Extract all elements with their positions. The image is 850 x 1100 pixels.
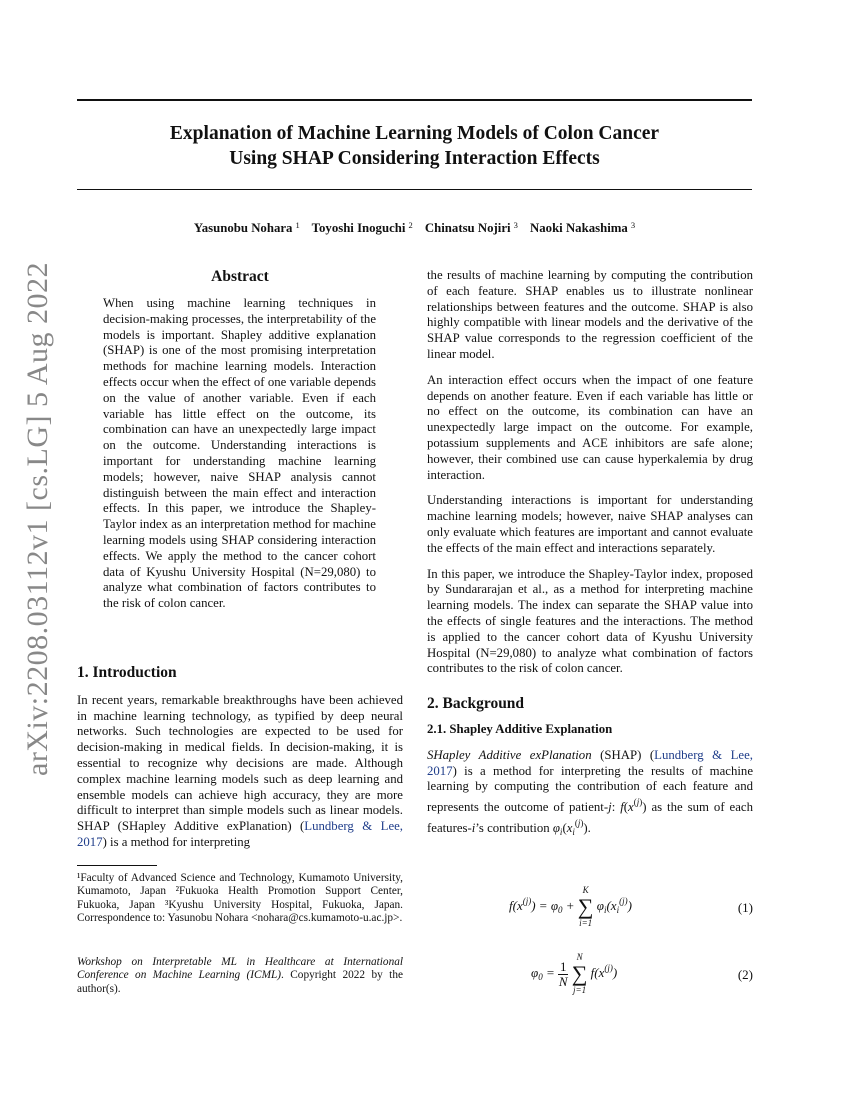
intro-paragraph [77, 693, 403, 851]
copyright-text: . Copyright 2022 by the author(s). [77, 969, 403, 995]
title-line-1: Explanation of Machine Learning Models of Colon Cancer [169, 123, 660, 144]
abstract-text: When using machine learning techniques in decision-making processes, the interpretability of the models is important. Shapley additive explanation (SHAP) is one of the most promising interpretation methods for machine learning models. Interaction effects occur when the effect of one variable depends on the value of another variable. Even if each variable has little effect on the outcome, its combination can have an unexpectedly large impact on the outcome. Understanding interactions is important for understanding machine learning models; however, naive SHAP analysis cannot distinguish between the main effect and interaction effects. In this paper, we introduce the Shapley-Taylor index as an interpretation method for machine learning models using SHAP considering interaction effects. We apply the method to the cancer cohort data of Kyushu University Hospital (N=29,080) to analyze what combination of factors contributes to the risk of colon cancer. [103, 296, 376, 611]
paper-title [77, 121, 752, 171]
arxiv-stamp: arXiv:2208.03112v1 [cs.LG] 5 Aug 2022 [21, 262, 54, 776]
author-name: Toyoshi Inoguchi [311, 221, 406, 235]
paragraph: Understanding interactions is important for understanding machine learning models; however, naive SHAP analyses can only evaluate which features are important and cannot evaluate the effects of the main effect and interactions separately. [427, 493, 753, 555]
text-run: ) is a method for interpreting the results of machine learning by computing the contribution of each feature and represents the outcome of patient- [427, 763, 753, 815]
shap-paragraph: SHapley Additive exPlanation (SHAP) (Lundberg & Lee, 2017) is a method for interpreting the results of machine learning by computing the contribution of each feature and represents the outcome of patient-j: $f(x^{(j)})$ as the sum of each features-i’s contribution $\varphi_i(x_i^{(j)})$. [427, 747, 753, 837]
text-run: (SHAP) ( [591, 747, 655, 762]
citation-link[interactable]: Lundberg & Lee, 2017 [427, 747, 753, 778]
abstract-heading: Abstract [211, 268, 269, 285]
author-name: Yasunobu Nohara [193, 221, 293, 235]
affiliation-footnote: ¹Faculty of Advanced Science and Technology, Kumamoto University, Kumamoto, Japan ²Fukuoka Health Promotion Support Center, Fukuoka, Japan ³Kyushu University Hospital, Fukuoka, Japan. Correspondence to: Yasunobu Nohara <nohara@cs.kumamoto-u.ac.jp>. [77, 872, 403, 925]
background-heading: 2. Background [427, 695, 525, 713]
shap-subheading: 2.1. Shapley Additive Explanation [427, 721, 613, 736]
intro-text-tail: ) is a method for interpreting [102, 834, 251, 849]
equation-1 [427, 885, 753, 935]
equation-number: (1) [737, 900, 753, 915]
intro-section [77, 665, 403, 851]
footnote-rule [77, 865, 157, 866]
author-affiliation: 2 [408, 220, 413, 230]
workshop-name: Workshop on Interpretable ML in Healthcare at International Conference on Machine Learning (ICML) [77, 956, 403, 982]
top-rule [77, 99, 752, 101]
author-affiliation: 3 [630, 220, 636, 230]
author-list [77, 220, 752, 236]
citation-link[interactable]: Lundberg & Lee, 2017 [77, 819, 403, 849]
workshop-note [77, 956, 403, 996]
text-run: ’s contribution [475, 820, 553, 835]
author-affiliation: 1 [295, 220, 300, 230]
summation-symbol: N ∑ j=1 [571, 952, 588, 995]
shap-term: SHapley Additive exPlanation [427, 747, 592, 762]
author-name: Chinatsu Nojiri [424, 221, 511, 235]
right-column [427, 268, 753, 841]
paragraph: the results of machine learning by computing the contribution of each feature. SHAP enables us to illustrate nonlinear relationships between features and the outcome. SHAP is also highly compatible with linear models and the derivative of the SHAP value corresponds to the regression coefficient of the linear model. [427, 268, 753, 361]
text-run: : [611, 800, 621, 815]
fraction: $\frac{1}{N}$ [558, 958, 568, 989]
paragraph: In this paper, we introduce the Shapley-Taylor index, proposed by Sundararajan et al., as a method for interpreting machine learning models. The index can separate the SHAP value into the effects of single features and the interactions. The method is applied to the cancer cohort data of Kyushu University Hospital (N=29,080) to analyze what combination of factors contributes to the risk of colon cancer. [427, 566, 753, 676]
summation-symbol: K ∑ i=1 [577, 885, 594, 928]
title-line-2: Using SHAP Considering Interaction Effects [229, 148, 600, 169]
equation-2 [427, 952, 753, 1002]
author-name: Naoki Nakashima [530, 221, 628, 235]
equation-number: (2) [737, 967, 753, 982]
intro-text: In recent years, remarkable breakthroughs have been achieved in machine learning technology, as typified by deep neural networks. Such technologies are expected to be used for decision-making in medical fields. In decision-making, it is essential to recognize why decisions are made. Although complex machine learning models such as deep learning and ensemble models can achieve high accuracy, they are more difficult to interpret than simple models such as linear models. SHAP (SHapley Additive exPlanation) ( [77, 692, 403, 834]
equation-body: $f(x^{(j)}) = \varphi_0$ + K ∑ i=1 $\varphi_i(x_i^{(j)})$ [509, 885, 632, 928]
intro-heading: 1. Introduction [77, 664, 177, 681]
author-affiliation: 3 [513, 220, 518, 230]
equation-body: $\varphi_0$ = $\frac{1}{N}$ N ∑ j=1 $f(x^{(j)})$ [531, 952, 618, 995]
text-run: as the sum of each features- [427, 800, 753, 835]
title-bottom-rule [77, 189, 752, 190]
paragraph: An interaction effect occurs when the impact of one feature depends on another feature. Even if each variable has little or no effect on the outcome, its combination can have an unexpectedly large impact on the outcome. For example, potassium supplements and ACE inhibitors are safe alone; however, their combined use can cause hyperkalemia by drug interaction. [427, 372, 753, 482]
